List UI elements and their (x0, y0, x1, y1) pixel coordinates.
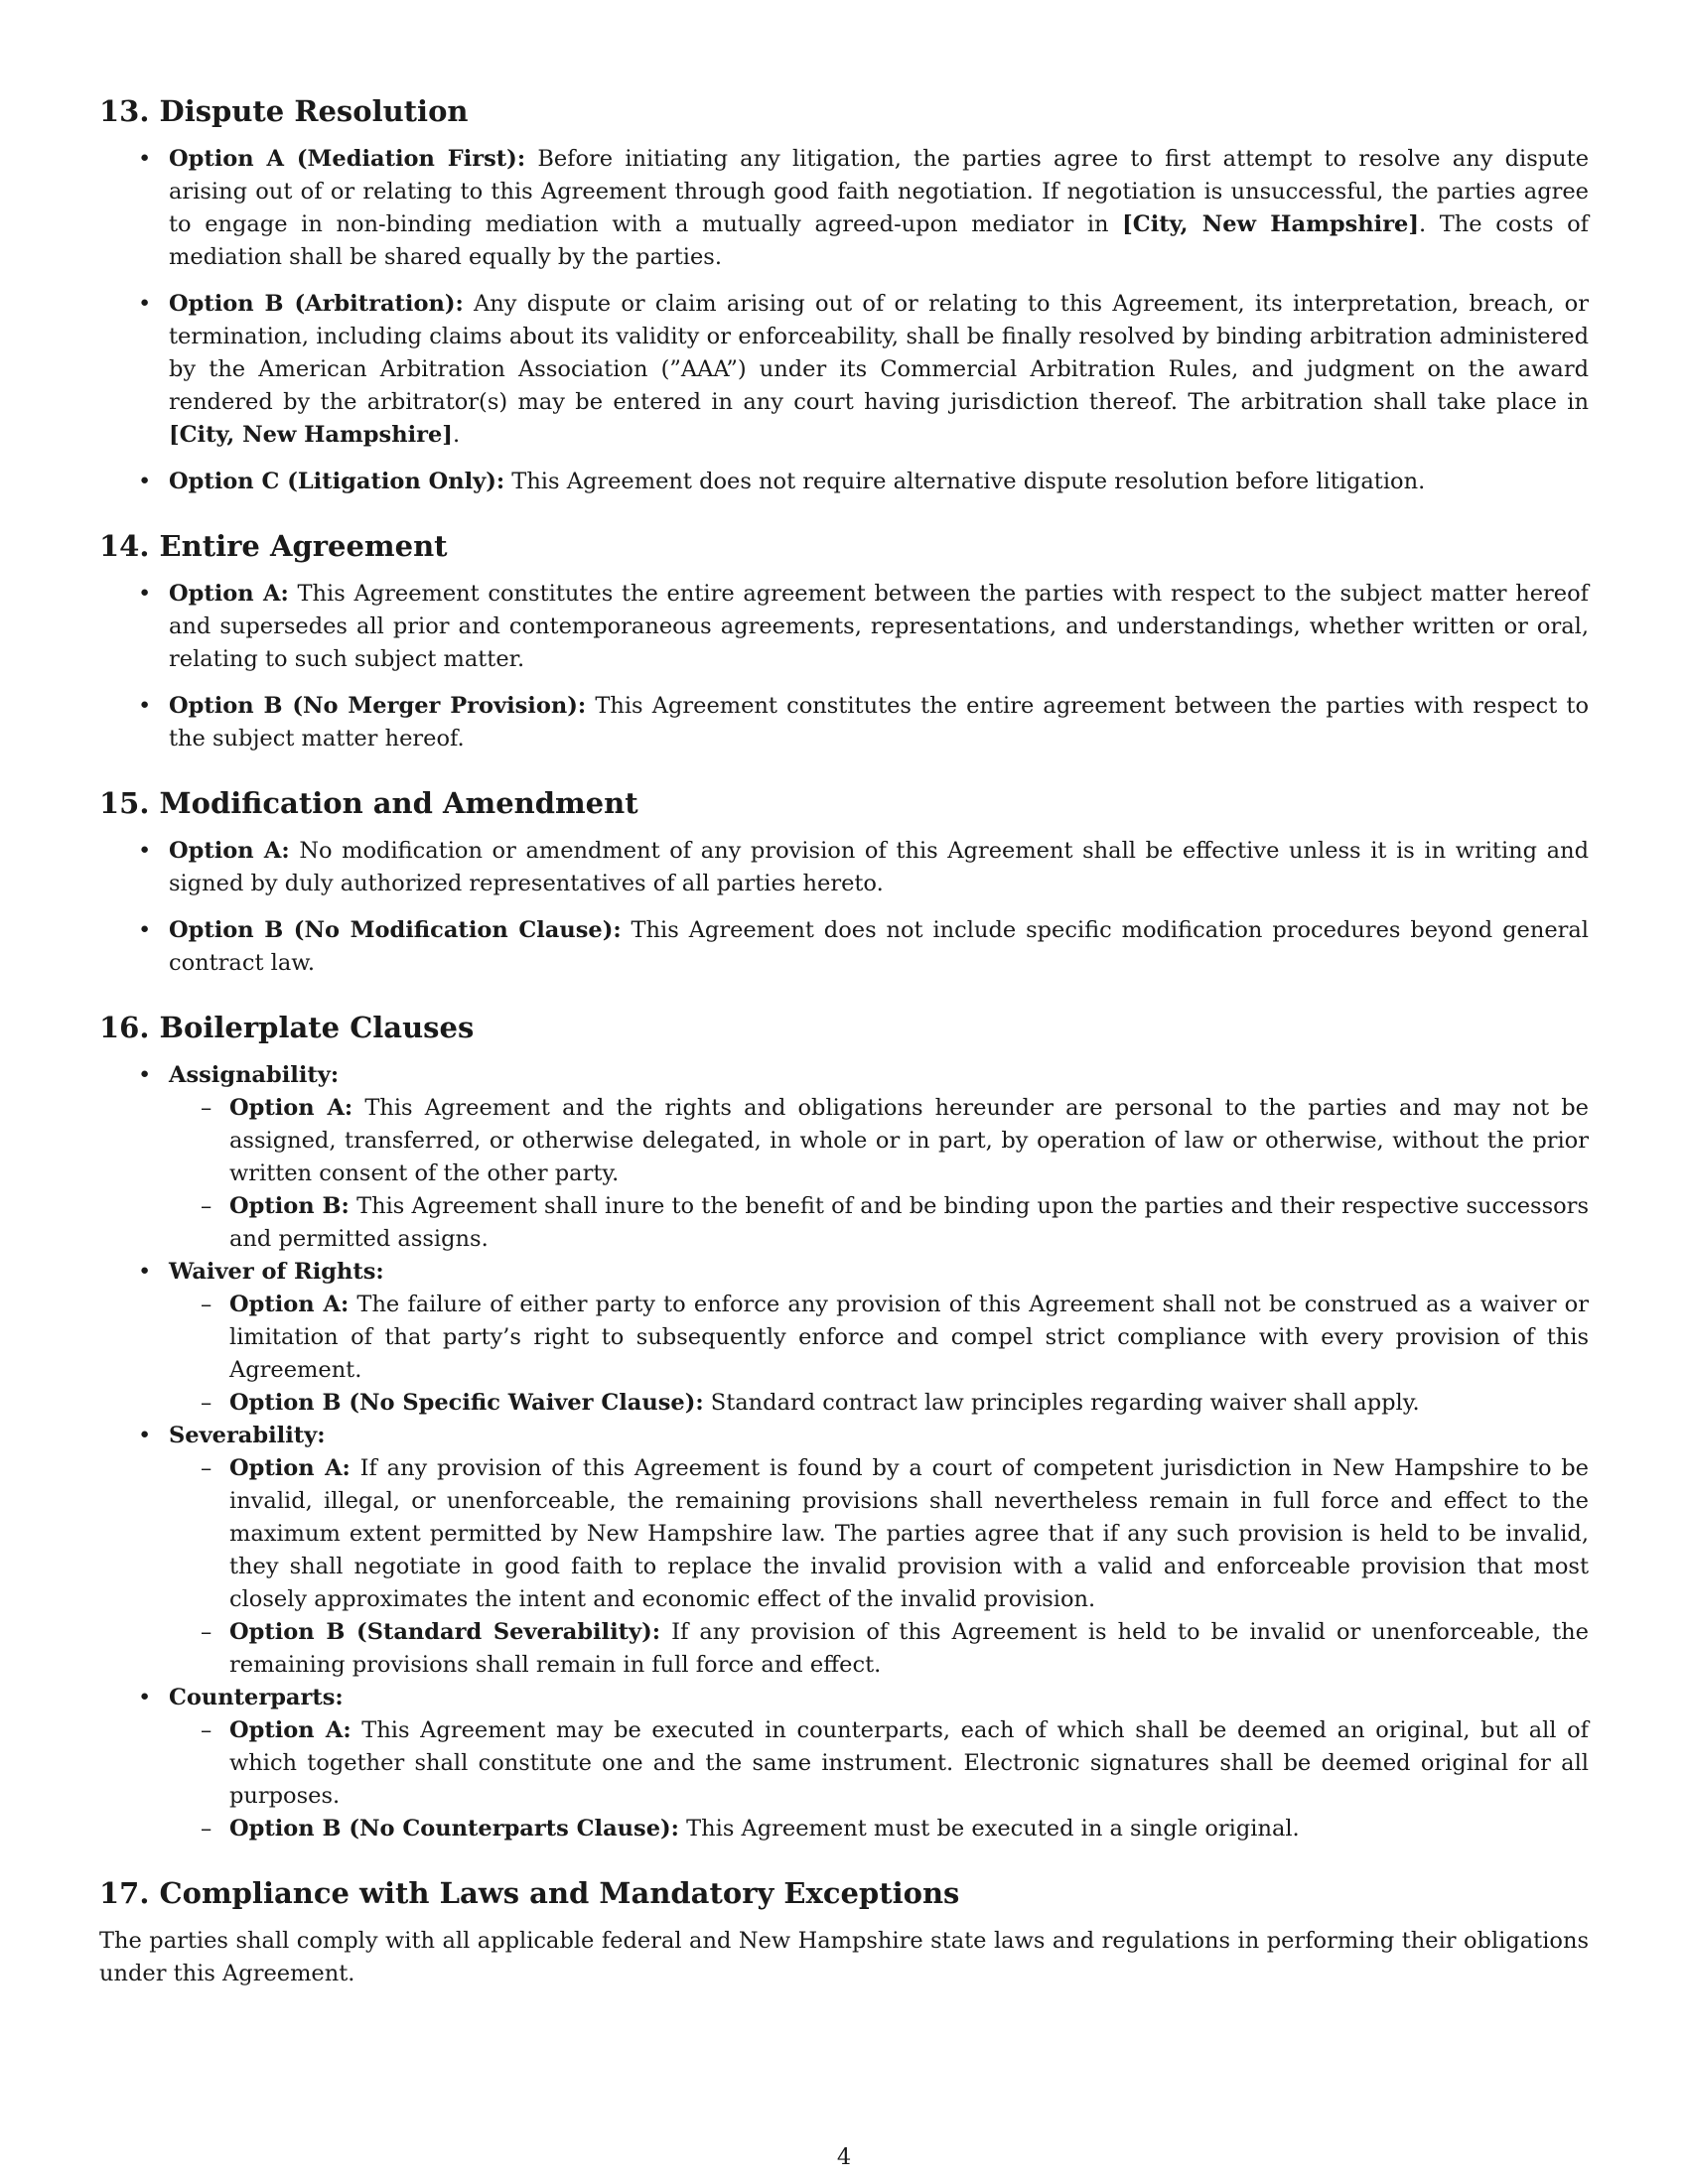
option-text: This Agreement must be executed in a single original. (678, 1816, 1300, 1842)
option-text: If any provision of this Agreement is held to be invalid or unenforceable, the remaining provisions shall remain in full force and effect. (229, 1619, 1589, 1678)
list-item (99, 288, 1589, 452)
option-label: Option C (Litigation Only): (169, 469, 505, 494)
list-item (99, 914, 1589, 980)
sub-list-item (169, 1452, 1589, 1616)
section-heading: 13. Dispute Resolution (99, 94, 469, 128)
section-dispute-resolution (99, 93, 1589, 498)
sub-list-item (169, 1813, 1589, 1845)
option-text: This Agreement constitutes the entire agreement between the parties with respect to the subject matter hereof. (169, 693, 1590, 751)
option-text-tail: . The costs of mediation shall be shared equally by the parties. (169, 211, 1589, 270)
sub-list-item (169, 1616, 1589, 1682)
list-item (99, 835, 1589, 900)
option-label: Option A: (229, 1292, 350, 1317)
list-item (99, 690, 1589, 755)
section-heading: 16. Boilerplate Clauses (99, 1011, 475, 1044)
option-label: Option B (No Specific Waiver Clause): (229, 1390, 704, 1416)
clause-group-severability (99, 1420, 1589, 1682)
clause-title: Counterparts: (169, 1685, 344, 1710)
option-label: Option A: (169, 581, 289, 607)
option-label: Option A: (229, 1455, 351, 1481)
section-heading: 15. Modification and Amendment (99, 786, 638, 820)
option-text-tail: . (452, 422, 461, 448)
option-text: This Agreement does not require alternative dispute resolution before litigation. (504, 469, 1426, 494)
section-heading: 14. Entire Agreement (99, 529, 448, 563)
clause-group-waiver (99, 1256, 1589, 1420)
page-number: 4 (836, 2144, 852, 2170)
clause-title: Assignability: (169, 1062, 340, 1088)
clause-title: Severability: (169, 1423, 326, 1448)
placeholder-text: [City, New Hampshire] (1122, 211, 1420, 237)
option-label: Option A: (229, 1717, 352, 1743)
section-modification-amendment (99, 785, 1589, 980)
option-label: Option B (No Merger Provision): (169, 693, 587, 719)
sub-list-item (169, 1190, 1589, 1256)
option-label: Option A: (169, 838, 290, 864)
option-label: Option B (No Modification Clause): (169, 917, 622, 943)
sub-list-item (169, 1714, 1589, 1813)
list-item (99, 578, 1589, 676)
option-text: This Agreement may be executed in counterparts, each of which shall be deemed an original, but all of which together shall constitute one and the same instrument. Electronic signatures shall be deemed original for all purposes. (229, 1717, 1589, 1809)
placeholder-text: [City, New Hampshire] (169, 422, 453, 448)
option-label: Option B (No Counterparts Clause): (229, 1816, 679, 1842)
list-item (99, 143, 1589, 274)
sub-list-item (169, 1289, 1589, 1387)
option-label: Option A: (229, 1095, 353, 1121)
option-text: This Agreement constitutes the entire agreement between the parties with respect to the subject matter hereof and supersedes all prior and contemporaneous agreements, representations, and understandings, whether written or oral, relating to such subject matter. (169, 581, 1589, 672)
option-text: The failure of either party to enforce any provision of this Agreement shall not be construed as a waiver or limitation of that party’s right to subsequently enforce and compel strict compliance with every provision of this Agreement. (229, 1292, 1589, 1383)
option-label: Option B (Standard Severability): (229, 1619, 661, 1645)
section-entire-agreement (99, 528, 1589, 755)
option-label: Option A (Mediation First): (169, 146, 526, 172)
option-text: This Agreement and the rights and obligations hereunder are personal to the parties and may not be assigned, transferred, or otherwise delegated, in whole or in part, by operation of law or otherwise, without the prior written consent of the other party. (229, 1095, 1589, 1186)
section-compliance-with-laws (99, 1875, 1589, 1990)
option-text: This Agreement does not include specific modification procedures beyond general contract law. (169, 917, 1590, 976)
list-item (99, 466, 1589, 498)
option-text: Before initiating any litigation, the parties agree to first attempt to resolve any dispute arising out of or relating to this Agreement through good faith negotiation. If negotiation is unsuccessful, the parties agree to engage in non-binding mediation with a mutually agreed-upon mediator in (169, 146, 1590, 237)
option-text: This Agreement shall inure to the benefit of and be binding upon the parties and their respective successors and permitted assigns. (229, 1193, 1589, 1252)
clause-group-counterparts (99, 1682, 1589, 1845)
option-text: Standard contract law principles regarding waiver shall apply. (703, 1390, 1420, 1416)
option-text: If any provision of this Agreement is found by a court of competent jurisdiction in New Hampshire to be invalid, illegal, or unenforceable, the remaining provisions shall nevertheless remain in full force and effect to the maximum extent permitted by New Hampshire law. The parties agree that if any such provision is held to be invalid, they shall negotiate in good faith to replace the invalid provision with a valid and enforceable provision that most closely approximates the intent and economic effect of the invalid provision. (229, 1455, 1589, 1612)
clause-title: Waiver of Rights: (169, 1259, 384, 1285)
option-label: Option B (Arbitration): (169, 291, 464, 317)
section-paragraph: The parties shall comply with all applicable federal and New Hampshire state laws and regulations in performing their obligations under this Agreement. (99, 1928, 1589, 1986)
option-text: No modification or amendment of any provision of this Agreement shall be effective unless it is in writing and signed by duly authorized representatives of all parties hereto. (169, 838, 1589, 896)
sub-list-item (169, 1387, 1589, 1420)
option-label: Option B: (229, 1193, 350, 1219)
section-heading: 17. Compliance with Laws and Mandatory Exceptions (99, 1876, 960, 1910)
document-page (99, 93, 1589, 2020)
option-text: Any dispute or claim arising out of or relating to this Agreement, its interpretation, breach, or termination, including claims about its validity or enforceability, shall be finally resolved by binding arbitration administered by the American Arbitration Association (”AAA”) under its Commercial Arbitration Rules, and judgment on the award rendered by the arbitrator(s) may be entered in any court having jurisdiction thereof. The arbitration shall take place in (169, 291, 1589, 415)
sub-list-item (169, 1092, 1589, 1190)
clause-group-assignability (99, 1059, 1589, 1256)
section-boilerplate-clauses (99, 1010, 1589, 1845)
